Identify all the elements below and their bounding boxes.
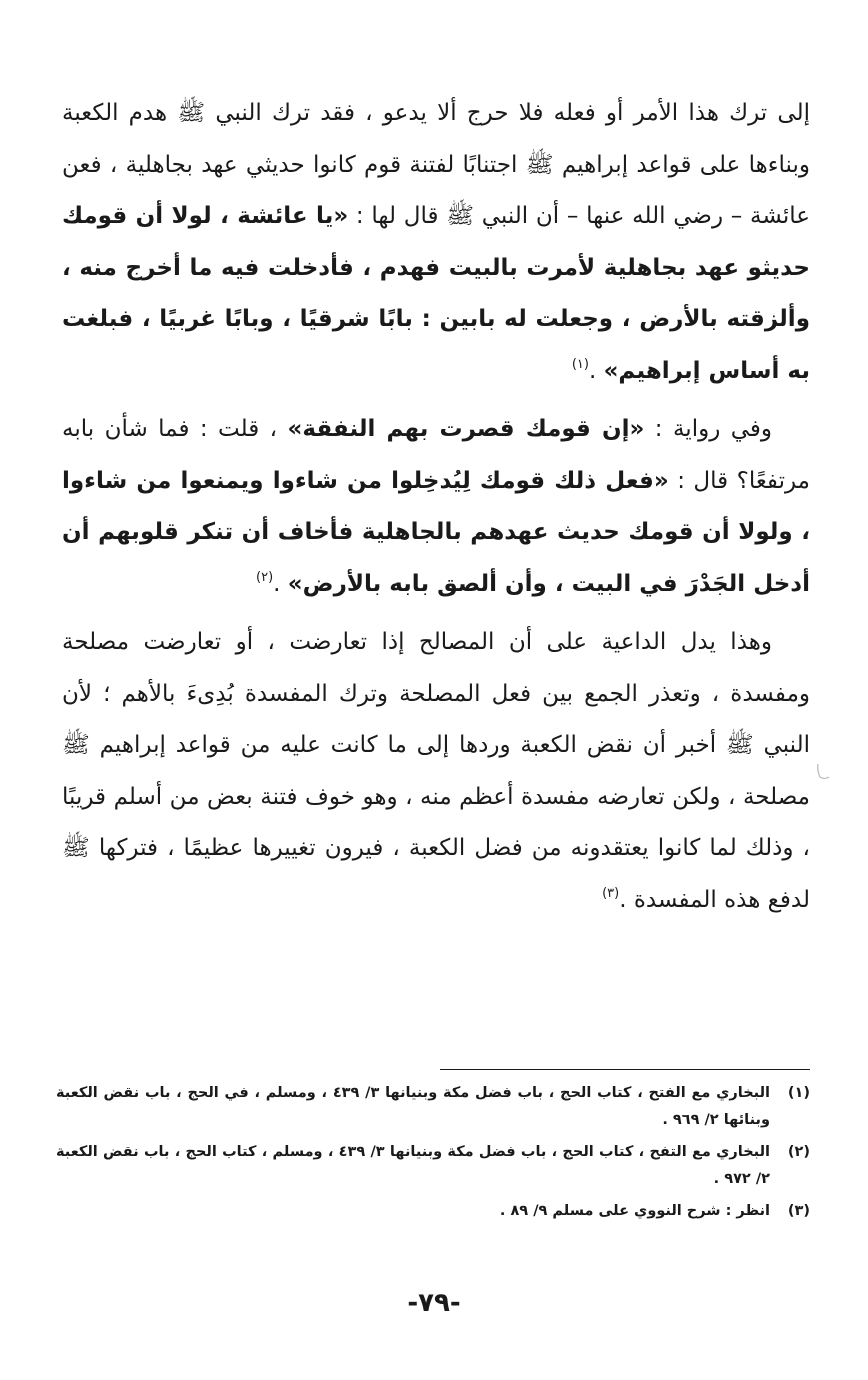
hadith-quote: «فعل ذلك قومك لِيُدخِلوا من شاءوا ويمنعوا من شاءوا ، ولولا أن قومك حديث عهدهم بالجاهلية فأخاف أن تنكر قلوبهم أن أدخل الجَدْرَ في البيت ، وأن ألصق بابه بالأرض» <box>62 467 810 597</box>
text-run: . <box>273 570 288 597</box>
footnote-3 <box>56 1198 810 1225</box>
footnote-2 <box>56 1139 810 1193</box>
footnotes <box>56 1080 810 1230</box>
margin-pencil-stroke <box>818 764 829 779</box>
footnote-number: (٢) <box>787 1144 810 1160</box>
footnote-text: انظر : شرح النووي على مسلم ٩/ ٨٩ . <box>499 1203 770 1219</box>
hadith-quote: «يا عائشة ، لولا أن قومك حديثو عهد بجاهلية لأمرت بالبيت فهدم ، فأدخلت فيه ما أخرج منه ، وألزقته بالأرض ، وجعلت له بابين : بابًا شرقيًا ، وبابًا غربيًا ، فبلغت به أساس إبراهيم» <box>62 203 810 384</box>
footnote-text: البخاري مع الفتح ، كتاب الحج ، باب فضل مكة وبنيانها ٣/ ٤٣٩ ، ومسلم ، في الحج ، باب نقض الكعبة وبنائها ٢/ ٩٦٩ . <box>56 1085 770 1128</box>
main-text <box>62 88 810 929</box>
footnote-text: البخاري مع التفح ، كتاب الحج ، باب فضل مكة وبنيانها ٣/ ٤٣٩ ، ومسلم ، كتاب الحج ، باب نقض الكعبة ٢/ ٩٧٢ . <box>56 1144 770 1187</box>
footnote-reference: (٣) <box>602 885 620 901</box>
footnote-number: (٣) <box>787 1203 810 1219</box>
text-run: وهذا يدل الداعية على أن المصالح إذا تعارضت ، أو تعارضت مصلحة ومفسدة ، وتعذر الجمع بين فعل المصلحة وترك المفسدة بُدِىءَ بالأهم ؛ لأن النبي ﷺ أخبر أن نقض الكعبة وردها إلى ما كانت عليه من قواعد إبراهيم ﷺ مصلحة ، ولكن تعارضه مفسدة أعظم منه ، وهو خوف فتنة بعض من أسلم قريبًا ، وذلك لما كانوا يعتقدونه من فضل الكعبة ، فيرون تغييرها عظيمًا ، فتركها ﷺ لدفع هذه المفسدة . <box>62 629 810 913</box>
footnote-reference: (٢) <box>256 569 274 585</box>
text-run: إلى ترك هذا الأمر أو فعله فلا حرج ألا يدعو ، فقد ترك النبي ﷺ هدم الكعبة وبناءها على قواعد إبراهيم ﷺ اجتنابًا لفتنة قوم كانوا حديثي عهد بجاهلية ، فعن عائشة – رضي الله عنها – أن النبي ﷺ قال لها : <box>62 100 811 229</box>
footnote-reference: (١) <box>571 356 589 372</box>
page-number: -٧٩- <box>407 1288 461 1318</box>
paragraph-3 <box>62 617 810 929</box>
footnote-1 <box>56 1080 810 1134</box>
paragraph-1 <box>62 88 810 400</box>
footnote-divider <box>440 1069 810 1070</box>
text-run: وفي رواية : <box>644 416 772 442</box>
paragraph-2 <box>62 404 810 613</box>
text-run: ، قلت : فما شأن بابه مرتفعًا؟ قال : <box>62 416 810 494</box>
margin-pencil-mark <box>814 760 836 782</box>
footnote-number: (١) <box>787 1085 810 1101</box>
hadith-quote: «إن قومك قصرت بهم النفقة» <box>287 416 645 442</box>
text-run: . <box>588 357 604 384</box>
